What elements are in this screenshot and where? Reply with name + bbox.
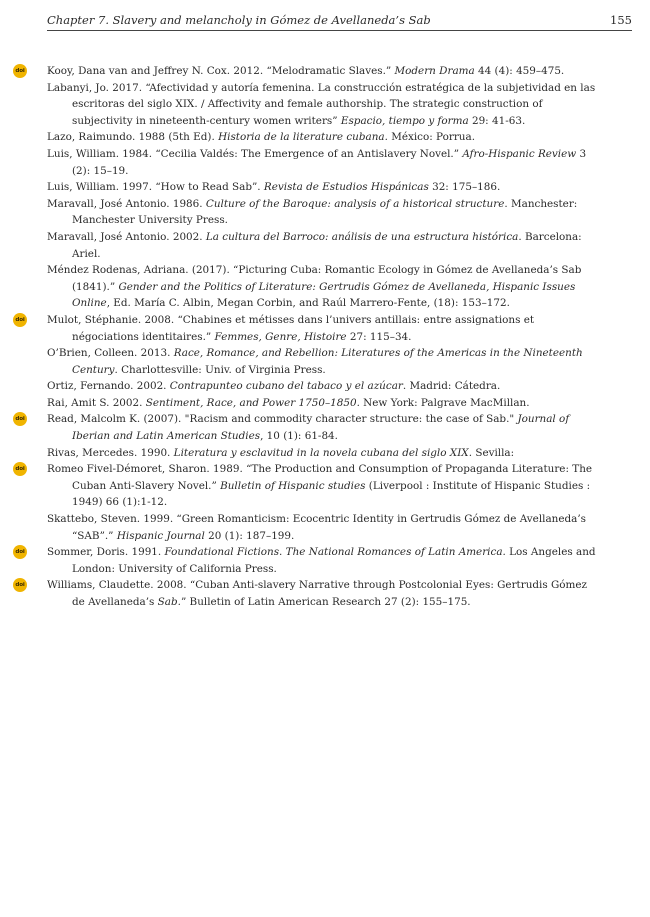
reference-details: 27: 115–34. <box>346 330 412 343</box>
reference-entry <box>47 378 599 395</box>
reference-author-text: Ortiz, Fernando. 2002. <box>47 380 170 393</box>
reference-details: . Madrid: Cátedra. <box>402 380 501 393</box>
reference-details: 3 (2): 15–19. <box>72 147 587 177</box>
reference-entry <box>47 395 599 412</box>
reference-entry <box>15 312 599 345</box>
page-number: 155 <box>610 13 632 27</box>
reference-title: Revista de Estudios Hispánicas <box>263 181 429 194</box>
reference-author-text: Lazo, Raimundo. 1988 (5th Ed). <box>47 131 219 144</box>
reference-entry <box>47 146 599 179</box>
reference-entry <box>47 445 599 462</box>
reference-entry <box>15 544 599 577</box>
reference-author-text: Rai, Amit S. 2002. <box>47 396 146 409</box>
reference-title: Historia de la literature cubana <box>218 131 385 144</box>
reference-author-text: Skattebo, Steven. 1999. “Green Romanticism: Ecocentric Identity in Gertrudis Gómez de Avellaneda’s “SAB”.” <box>47 513 586 542</box>
doi-icon[interactable]: doi <box>13 578 27 592</box>
reference-title: Literatura y esclavitud in la novela cubana del siglo XIX <box>173 446 469 459</box>
doi-icon[interactable]: doi <box>13 545 27 559</box>
reference-details: 29: 41-63. <box>468 114 526 127</box>
reference-details: . Barcelona: Ariel. <box>72 230 582 260</box>
chapter-title: Chapter 7. Slavery and melancholy in Gómez de Avellaneda’s Sab <box>47 13 431 27</box>
reference-title: Foundational Fictions. The National Romances of Latin America <box>164 546 503 559</box>
reference-title: Race, Romance, and Rebellion: Literatures of the Americas in the Nineteenth Century <box>72 347 583 376</box>
reference-details: (Liverpool : Institute of Hispanic Studies : 1949) 66 (1):1-12. <box>72 479 591 509</box>
reference-author-text: Maravall, José Antonio. 2002. <box>47 230 206 243</box>
reference-entry <box>47 196 599 229</box>
reference-title: Sab <box>157 596 178 608</box>
reference-title: Journal of Iberian and Latin American Studies <box>72 413 570 443</box>
reference-title: Sentiment, Race, and Power 1750–1850 <box>145 396 357 409</box>
running-header <box>47 13 632 31</box>
reference-title: Afro-Hispanic Review <box>462 147 577 160</box>
reference-title: Culture of the Baroque: analysis of a historical structure <box>205 197 505 210</box>
reference-author-text: Méndez Rodenas, Adriana. (2017). “Picturing Cuba: Romantic Ecology in Gómez de Avellaneda’s Sab (1841).” <box>47 264 582 293</box>
doi-icon[interactable]: doi <box>13 412 27 426</box>
reference-details: 44 (4): 459–475. <box>474 65 565 77</box>
reference-title: Espacio, tiempo y forma <box>340 114 469 127</box>
reference-author-text: O’Brien, Colleen. 2013. <box>47 347 174 360</box>
doi-icon[interactable]: doi <box>13 64 27 78</box>
reference-details: . Manchester: Manchester University Press. <box>72 197 578 227</box>
reference-entry <box>15 63 599 80</box>
reference-title: Hispanic Journal <box>116 529 205 542</box>
reference-entry <box>15 461 599 511</box>
doi-icon[interactable]: doi <box>13 462 27 476</box>
doi-icon[interactable]: doi <box>13 313 27 327</box>
reference-title: Femmes, Genre, Histoire <box>214 330 347 343</box>
reference-details: . México: Porrua. <box>384 131 475 144</box>
reference-entry <box>47 80 599 130</box>
reference-author-text: Luis, William. 1997. “How to Read Sab”. <box>47 181 264 194</box>
reference-details: . Sevilla: <box>468 446 515 459</box>
reference-details: , Ed. María C. Albin, Megan Corbin, and Raúl Marrero-Fente, (18): 153–172. <box>106 297 510 310</box>
reference-author-text: Read, Malcolm K. (2007). "Racism and commodity character structure: the case of Sab." <box>47 413 518 426</box>
reference-author-text: Romeo Fivel-Démoret, Sharon. 1989. “The Production and Consumption of Propaganda Literature: The Cuban Anti-Slavery Novel.” <box>47 463 593 492</box>
reference-entry <box>15 411 599 444</box>
reference-entry <box>47 179 599 196</box>
reference-title: Contrapunteo cubano del tabaco y el azúcar <box>169 380 403 393</box>
reference-details: , 10 (1): 61-84. <box>260 430 338 443</box>
reference-author-text: Mulot, Stéphanie. 2008. “Chabines et métisses dans l’univers antillais: entre assignations et négociations identitaires.” <box>47 313 535 343</box>
reference-details: . Los Angeles and London: University of California Press. <box>72 546 596 575</box>
reference-author-text: Sommer, Doris. 1991. <box>47 546 165 559</box>
reference-author-text: Williams, Claudette. 2008. “Cuban Anti-slavery Narrative through Postcolonial Eyes: Gertrudis Gómez de Avellaneda’s <box>47 579 588 608</box>
reference-title: Modern Drama <box>394 65 475 77</box>
reference-entry <box>47 262 599 312</box>
reference-list <box>15 63 599 611</box>
reference-author-text: Maravall, José Antonio. 1986. <box>47 197 206 210</box>
reference-author-text: Luis, William. 1984. “Cecilia Valdés: The Emergence of an Antislavery Novel.” <box>47 147 463 160</box>
reference-title: Bulletin of Hispanic studies <box>220 479 366 492</box>
reference-entry <box>15 577 599 610</box>
reference-title: La cultura del Barroco: análisis de una estructura histórica <box>205 230 519 243</box>
reference-entry <box>47 511 599 544</box>
reference-details: 32: 175–186. <box>428 181 501 194</box>
reference-details: . Charlottesville: Univ. of Virginia Press. <box>114 363 326 376</box>
reference-author-text: Kooy, Dana van and Jeffrey N. Cox. 2012. “Melodramatic Slaves.” <box>47 65 395 77</box>
reference-author-text: Rivas, Mercedes. 1990. <box>47 446 174 459</box>
reference-entry <box>47 345 599 378</box>
reference-author-text: Labanyi, Jo. 2017. “Afectividad y autoría femenina. La construcción estratégica de la subjetividad en las escritoras del siglo XIX. / Affectivity and female authorship. The strategic construction of subjectivity in nineteenth-century women writers” <box>47 81 596 127</box>
reference-title: Gender and the Politics of Literature: Gertrudis Gómez de Avellaneda, Hispanic Issues Online <box>72 280 576 310</box>
reference-entry <box>47 129 599 146</box>
reference-entry <box>47 229 599 262</box>
reference-details: 20 (1): 187–199. <box>204 529 295 542</box>
reference-details: .” Bulletin of Latin American Research 27 (2): 155–175. <box>177 596 471 608</box>
reference-details: . New York: Palgrave MacMillan. <box>356 396 530 409</box>
